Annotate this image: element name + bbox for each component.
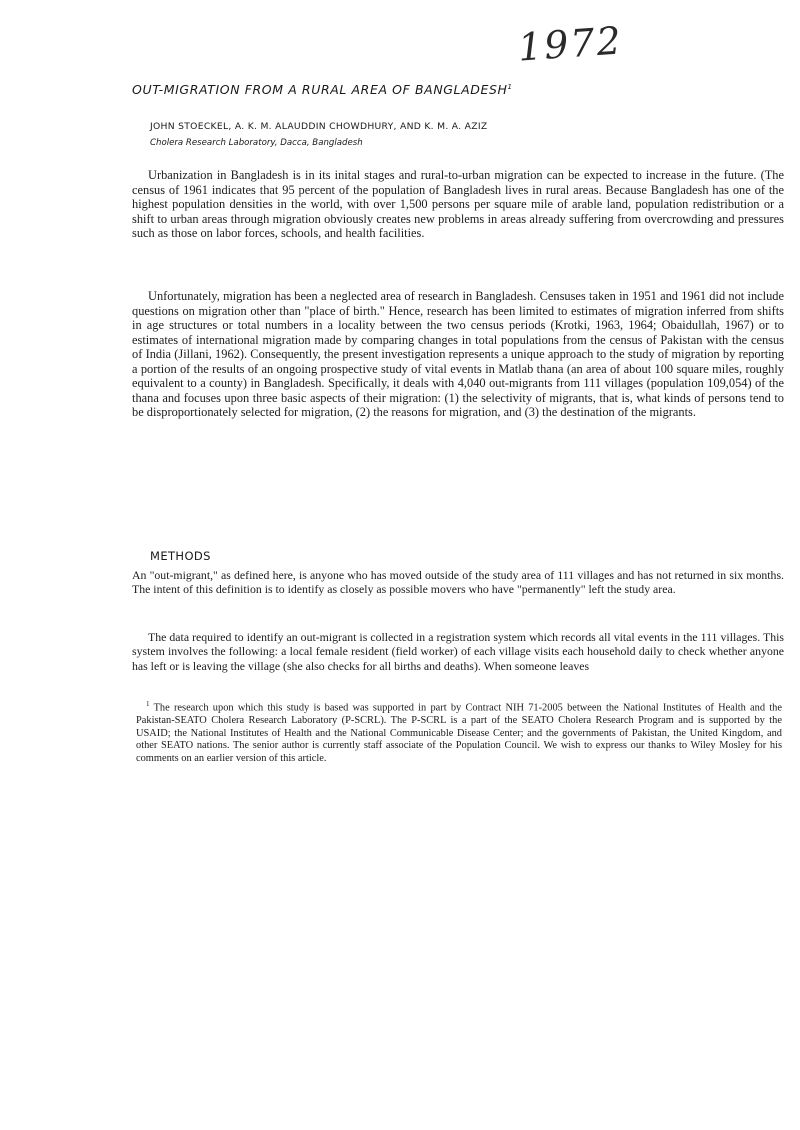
intro-paragraph-1-block [132, 168, 784, 241]
article-title-text: OUT-MIGRATION FROM A RURAL AREA OF BANGLADESH [132, 82, 508, 97]
methods-heading: METHODS [150, 549, 211, 563]
footnote [136, 698, 782, 765]
footnote-paragraph [136, 698, 782, 765]
handwritten-year-note: 1972 [516, 18, 625, 70]
methods-paragraph-2-block [132, 630, 784, 673]
article-affiliation: Cholera Research Laboratory, Dacca, Bangladesh [150, 138, 363, 148]
intro-paragraph-2: Unfortunately, migration has been a neglected area of research in Bangladesh. Censuses taken in 1951 and 1961 did not include questions on migration other than "place of birth." Hence, research has been limited to estimates of migration inferred from shifts in age structures or total numbers in a locality between the two census periods (Krotki, 1963, 1964; Obaidullah, 1967) or to estimates of international migration made by comparing changes in total populations from the census of Pakistan with the census of India (Jillani, 1962). Consequently, the present investigation represents a unique approach to the study of migration by reporting a portion of the results of an ongoing prospective study of vital events in Matlab thana (an area of about 100 square miles, roughly equivalent to a county) in Bangladesh. Specifically, it deals with 4,040 out-migrants from 111 villages (population 109,054) of the thana and focuses upon three basic aspects of their migration: (1) the selectivity of migrants, that is, what kinds of persons tend to be disproportionately selected for migration, (2) the reasons for migration, and (3) the destination of the migrants. [132, 289, 784, 420]
title-footnote-mark: 1 [507, 82, 513, 91]
intro-paragraph-1: Urbanization in Bangladesh is in its inital stages and rural-to-urban migration can be expected to increase in the future. (The census of 1961 indicates that 95 percent of the population of Bangladesh lives in rural areas. Because Bangladesh has one of the highest population densities in the world, with over 1,500 persons per square mile of arable land, population redistribution or a shift to urban areas through migration obviously creates new problems in areas already suffering from overcrowding and pressures such as those on labor forces, schools, and health facilities. [132, 168, 784, 241]
article-authors: JOHN STOECKEL, A. K. M. ALAUDDIN CHOWDHURY, AND K. M. A. AZIZ [150, 121, 488, 132]
methods-paragraph-2: The data required to identify an out-migrant is collected in a registration system which records all vital events in the 111 villages. This system involves the following: a local female resident (field worker) of each village visits each household daily to check whether anyone has left or is leaving the village (she also checks for all births and deaths). When someone leaves [132, 630, 784, 673]
intro-paragraph-2-block [132, 289, 784, 420]
methods-paragraph-1-block [132, 568, 784, 597]
footnote-mark: 1 [146, 700, 150, 708]
footnote-text: The research upon which this study is based was supported in part by Contract NIH 71-2005 between the National Institutes of Health and the Pakistan-SEATO Cholera Research Laboratory (P-SCRL). The P-SCRL is a part of the SEATO Cholera Research Program and is supported by the USAID; the National Institutes of Health and the National Communicable Disease Center; and the governments of Pakistan, the United Kingdom, and other SEATO nations. The senior author is currently staff associate of the Population Council. We wish to express our thanks to Wiley Mosley for his comments on an earlier version of this article. [136, 702, 782, 764]
methods-paragraph-1: An "out-migrant," as defined here, is anyone who has moved outside of the study area of 111 villages and has not returned in six months. The intent of this definition is to identify as closely as possible movers who have "permanently" left the study area. [132, 568, 784, 597]
article-title [132, 82, 552, 97]
